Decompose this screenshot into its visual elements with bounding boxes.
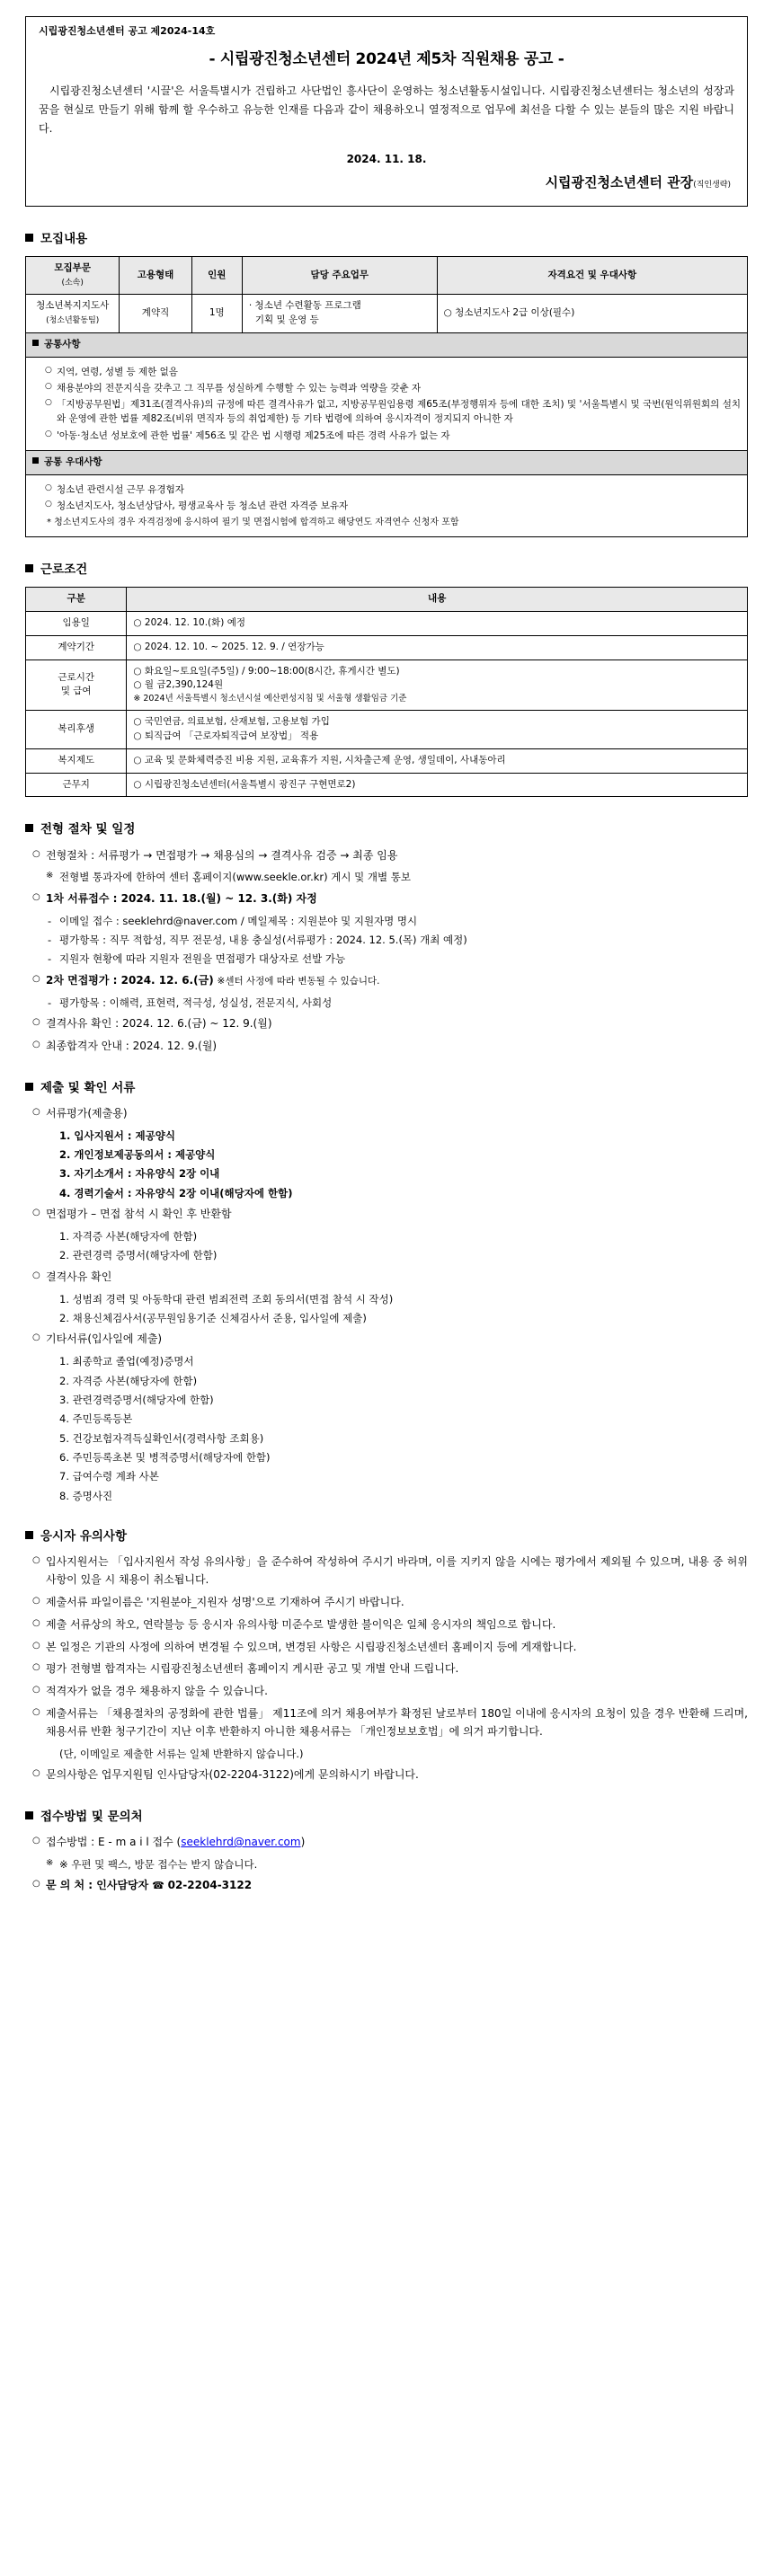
table-row (26, 612, 748, 636)
table-row (26, 295, 748, 333)
preferred-row (26, 474, 748, 537)
list-item: ○ 지역, 연령, 성별 등 제한 없음 (45, 365, 741, 379)
process-step-final-result: ○ 최종합격자 안내 : 2024. 12. 9.(월) (31, 1038, 748, 1056)
doc-item: 2. 관련경력 증명서(해당자에 한함) (59, 1249, 218, 1262)
table-header-row (26, 588, 748, 612)
cell-dept: 청소년복지지도사 (청소년활동팀) (26, 295, 120, 333)
doc-item: 5. 건강보험자격득실확인서(경력사항 조회용) (59, 1431, 264, 1445)
process-step-1-email: - 이메일 접수 : seeklehrd@naver.com / 메일제목 : 지원분야 및 지원자명 명시 (31, 913, 748, 929)
section-heading-process (25, 820, 748, 838)
section-heading-apply (25, 1808, 748, 1826)
doc-item: 3. 자기소개서 : 자유양식 2장 이내 (59, 1167, 220, 1181)
caution-item-1: ○ 입사지원서는 「입사지원서 작성 유의사항」을 준수하여 작성하여 주시기 바라며, 이를 지키지 않을 시에는 평가에서 제외될 수 있으며, 내용 중 허위 사항이 있을 시 채용이 취소됩니다. (31, 1554, 748, 1589)
section-title-text: 제출 및 확인 서류 (40, 1080, 136, 1095)
cautions-block (31, 1554, 748, 1784)
bullet-square-icon (25, 564, 33, 572)
process-step-flow: ○ 전형절차 : 서류평가 → 면접평가 → 채용심의 → 결격사유 검증 → 최종 임용 (31, 847, 748, 865)
process-step-2-title: ○ 2차 면접평가 : 2024. 12. 6.(금) ※센터 사정에 따라 변동될 수 있습니다. (31, 972, 748, 990)
doc-item: 6. 주민등록초본 및 병적증명서(해당자에 한함) (59, 1451, 271, 1465)
table-row (26, 659, 748, 711)
notice-signer (39, 173, 734, 193)
doc-item: 3. 관련경력증명서(해당자에 한함) (59, 1393, 214, 1406)
col-category: 구분 (26, 588, 127, 612)
section-heading-recruit (25, 230, 748, 248)
common-requirements-row (26, 357, 748, 450)
list-item: ○ 청소년지도사, 청소년상담사, 평생교육사 등 청소년 관련 자격증 보유자 (45, 499, 741, 513)
doc-item: 8. 증명사진 (59, 1489, 113, 1502)
doc-group-title-disqualification: ○ 결격사유 확인 (31, 1269, 748, 1287)
col-dept: 모집부문 (소속) (26, 256, 120, 295)
process-step-1-criteria: - 평가항목 : 직무 적합성, 직무 전문성, 내용 충실성(서류평가 : 2024. 12. 5.(목) 개최 예정) (31, 932, 748, 948)
cell-employment-type: 계약직 (120, 295, 191, 333)
doc-group-title-interview: ○ 면접평가 – 면접 참석 시 확인 후 반환함 (31, 1206, 748, 1224)
cell-label-contract-period: 계약기간 (26, 635, 127, 659)
section-heading-work-conditions (25, 561, 748, 579)
process-step-disqualification: ○ 결격사유 확인 : 2024. 12. 6.(금) ~ 12. 9.(월) (31, 1015, 748, 1033)
cell-value-start-date: ○ 2024. 12. 10.(화) 예정 (127, 612, 748, 636)
doc-item: 1. 자격증 사본(해당자에 한함) (59, 1229, 198, 1243)
bullet-square-icon (25, 1531, 33, 1539)
caution-item-7-sub: (단, 이메일로 제출한 서류는 일체 반환하지 않습니다.) (59, 1747, 304, 1760)
cell-label-benefits: 복리후생 (26, 711, 127, 749)
bullet-square-icon (25, 824, 33, 832)
apply-method-note: ※ ※ 우편 및 팩스, 방문 접수는 받지 않습니다. (31, 1856, 748, 1872)
cell-headcount: 1명 (191, 295, 242, 333)
process-step-1-selection: - 지원자 현황에 따라 지원자 전원을 면접평가 대상자로 선발 가능 (31, 951, 748, 967)
signer-name: 시립광진청소년센터 관장 (545, 174, 694, 190)
doc-item: 7. 급여수령 계좌 사본 (59, 1470, 159, 1483)
section-title-text: 모집내용 (40, 231, 88, 246)
col-duties: 담당 주요업무 (242, 256, 437, 295)
col-headcount: 인원 (191, 256, 242, 295)
section-title-text: 전형 절차 및 일정 (40, 822, 136, 837)
phone-icon: ☎ (152, 1880, 164, 1892)
apply-email-link[interactable]: seeklehrd@naver.com (181, 1836, 301, 1849)
list-item: ○ 채용분야의 전문지식을 갖추고 그 직무를 성실하게 수행할 수 있는 능력과 역량을 갖춘 자 (45, 381, 741, 395)
notice-date: 2024. 11. 18. (346, 153, 427, 165)
cell-qualifications: ○ 청소년지도사 2급 이상(필수) (437, 295, 747, 333)
documents-block (31, 1105, 748, 1504)
col-employment-type: 고용형태 (120, 256, 191, 295)
caution-item-6: ○ 적격자가 없을 경우 채용하지 않을 수 있습니다. (31, 1683, 748, 1701)
apply-block (31, 1834, 748, 1895)
list-item: ○ 「지방공무원법」제31조(결격사유)의 규정에 따른 결격사유가 없고, 지방공무원임용령 제65조(부정행위자 등에 대한 조치) 및 '서울특별시 및 국번(원익위원회의 설치와 운영에 관한 법률 제82조(비위 면직자 등의 취업제한) 등 기타 법령에 의하여 응시자격이 정지되지 아니한 자 (45, 397, 741, 427)
cell-value-hours-pay: ○ 화요일~토요일(주5일) / 9:00~18:00(8시간, 휴게시간 별도) ○ 월 금2,390,124원 ※ 2024년 서울특별시 청소년시설 예산편성지침 및 서울형 생활임금 기준 (127, 659, 748, 711)
list-item: ○ 청소년 관련시설 근무 유경험자 (45, 482, 741, 497)
process-block (31, 847, 748, 1056)
common-requirements-bar: 공통사항 (26, 332, 748, 357)
apply-contact: ○ 문 의 처 : 인사담당자 ☎ 02-2204-3122 (31, 1877, 748, 1895)
bullet-square-icon (32, 457, 39, 464)
doc-item: 4. 경력기술서 : 자유양식 2장 이내(해당자에 한함) (59, 1186, 293, 1199)
section-title-text: 접수방법 및 문의처 (40, 1809, 143, 1824)
doc-item: 2. 채용신체검사서(공무원임용기준 신체검사서 준용, 입사일에 제출) (59, 1311, 367, 1324)
cell-value-benefits: ○ 국민연금, 의료보험, 산재보험, 고용보험 가입 ○ 퇴직급여 「근로자퇴직급여 보장법」 적용 (127, 711, 748, 749)
process-flow-note: ※ 전형별 통과자에 한하여 센터 홈페이지(www.seekle.or.kr) 게시 및 개별 통보 (31, 869, 748, 885)
caution-item-7: ○ 제출서류는 「채용절차의 공정화에 관한 법률」 제11조에 의거 채용여부가 확정된 날로부터 180일 이내에 응시자의 요청이 있을 경우 반환해 드리며, 채용서류 반환 청구기간이 지난 이후 반환하지 아니한 채용서류는 「개인정보보호법」에 의거 파기합니다. (31, 1705, 748, 1741)
cell-label-workplace: 근무지 (26, 773, 127, 797)
bullet-square-icon (32, 340, 39, 346)
cell-duties: · 청소년 수련활동 프로그램 기획 및 운영 등 (242, 295, 437, 333)
cell-label-welfare: 복지제도 (26, 748, 127, 773)
section-heading-cautions (25, 1527, 748, 1545)
table-row (26, 773, 748, 797)
cell-value-contract-period: ○ 2024. 12. 10. ~ 2025. 12. 9. / 연장가능 (127, 635, 748, 659)
doc-item: 4. 주민등록등본 (59, 1412, 133, 1426)
preferred-bar: 공통 우대사항 (26, 450, 748, 474)
col-qualifications: 자격요건 및 우대사항 (437, 256, 747, 295)
preferred-note: * 청소년지도사의 경우 자격검정에 응시하여 필기 및 면접시험에 합격하고 해당연도 자격연수 신청자 포함 (47, 518, 459, 528)
doc-item: 1. 성범죄 경력 및 아동학대 관련 범죄전력 조회 동의서(면접 참석 시 작성) (59, 1292, 394, 1306)
process-step-2-criteria: - 평가항목 : 이해력, 표현력, 적극성, 성실성, 전문지식, 사회성 (31, 995, 748, 1011)
table-row (26, 748, 748, 773)
caution-item-8: ○ 문의사항은 업무지원팀 인사담당자(02-2204-3122)에게 문의하시기 바랍니다. (31, 1766, 748, 1784)
cell-label-hours-pay: 근로시간 및 급여 (26, 659, 127, 711)
document-number: 시립광진청소년센터 공고 제2024-14호 (39, 25, 216, 37)
doc-group-title-other: ○ 기타서류(입사일에 제출) (31, 1331, 748, 1349)
cell-value-welfare: ○ 교육 및 문화체력증진 비용 지원, 교육휴가 지원, 시차출근제 운영, 생일데이, 사내동아리 (127, 748, 748, 773)
caution-item-4: ○ 본 일정은 기관의 사정에 의하여 변경될 수 있으며, 변경된 사항은 시립광진청소년센터 홈페이지 등에 게재합니다. (31, 1639, 748, 1657)
preferred-list (32, 482, 741, 514)
page-title: - 시립광진청소년센터 2024년 제5차 직원채용 공고 - (209, 49, 564, 68)
caution-item-2: ○ 제출서류 파일이름은 '지원분야_지원자 성명'으로 기재하여 주시기 바랍니다. (31, 1594, 748, 1612)
cell-label-start-date: 임용일 (26, 612, 127, 636)
cell-value-workplace: ○ 시립광진청소년센터(서울특별시 광진구 구현면로2) (127, 773, 748, 797)
caution-item-5: ○ 평가 전형별 합격자는 시립광진청소년센터 홈페이지 게시판 공고 및 개별 안내 드립니다. (31, 1660, 748, 1678)
doc-item: 1. 입사지원서 : 제공양식 (59, 1129, 175, 1142)
notice-header-box (25, 16, 748, 207)
notice-body-text: 시립광진청소년센터 '시끌'은 서울특별시가 건립하고 사단법인 흥사단이 운영하는 청소년활동시설입니다. 시립광진청소년센터는 청소년의 성장과 꿈을 현실로 만들기 위해 함께 할 우수하고 유능한 인재를 다음과 같이 채용하오니 열정적으로 업무에 최선을 다할 수 있는 분들의 많은 지원 바랍니다. (39, 84, 734, 135)
caution-item-3: ○ 제출 서류상의 착오, 연락불능 등 응시자 유의사항 미준수로 발생한 불이익은 일체 응시자의 책임으로 합니다. (31, 1616, 748, 1634)
bullet-square-icon (25, 1083, 33, 1091)
section-heading-documents (25, 1079, 748, 1097)
doc-item: 1. 최종학교 졸업(예정)증명서 (59, 1355, 194, 1368)
bullet-square-icon (25, 234, 33, 242)
col-content: 내용 (127, 588, 748, 612)
apply-method: ○ 접수방법 : E - m a i l 접수 (seeklehrd@naver.com) (31, 1834, 748, 1852)
section-title-text: 근로조건 (40, 562, 88, 578)
bullet-square-icon (25, 1811, 33, 1819)
signer-seal-note: (직인생략) (693, 181, 731, 190)
doc-item: 2. 자격증 사본(해당자에 한함) (59, 1374, 198, 1387)
list-item: ○ '아동·청소년 성보호에 관한 법률' 제56조 및 같은 법 시행령 제25조에 따른 경력 사유가 없는 자 (45, 429, 741, 443)
process-step-1-title: ○ 1차 서류접수 : 2024. 11. 18.(월) ~ 12. 3.(화) 자정 (31, 890, 748, 908)
work-conditions-table (25, 587, 748, 797)
table-header-row (26, 256, 748, 295)
doc-item: 2. 개인정보제공동의서 : 제공양식 (59, 1147, 216, 1161)
doc-group-title-screening: ○ 서류평가(제출용) (31, 1105, 748, 1123)
section-title-text: 응시자 유의사항 (40, 1529, 127, 1545)
table-row (26, 711, 748, 749)
recruit-table (25, 256, 748, 537)
common-requirements-list (32, 365, 741, 443)
table-row (26, 635, 748, 659)
